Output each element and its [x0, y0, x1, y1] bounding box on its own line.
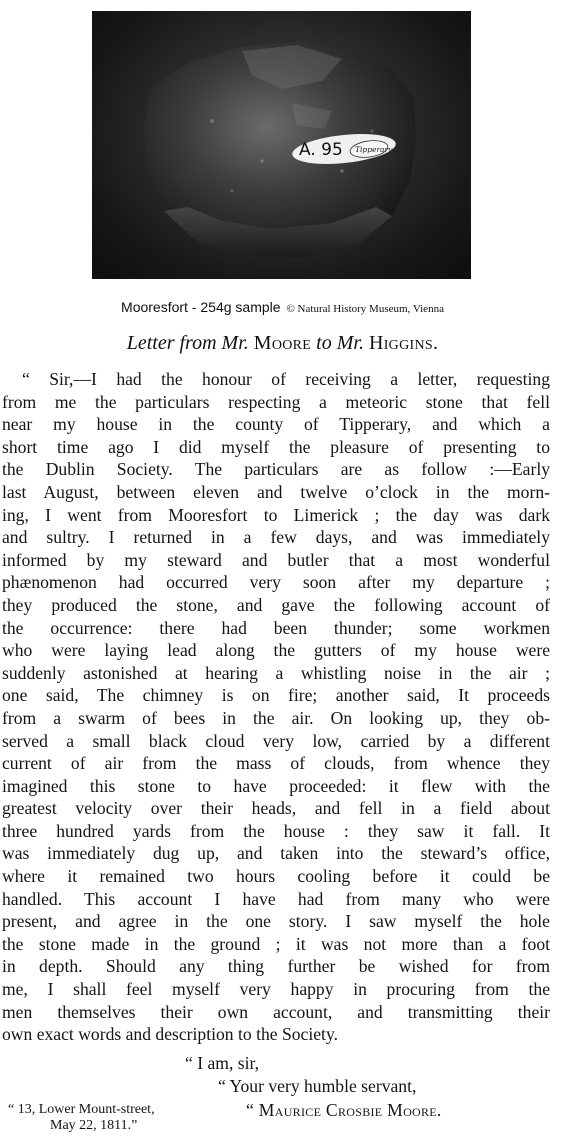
- title-name-higgins: Higgins.: [368, 332, 439, 354]
- title-name-moore: Moore: [253, 332, 312, 354]
- specimen-label-number: A. 95: [299, 140, 343, 160]
- body-line: short time ago I did myself the pleasure of presenting to: [2, 436, 550, 457]
- meteorite-photo: [92, 11, 471, 279]
- title-pre: Letter from Mr.: [126, 332, 249, 354]
- letter-title: [0, 332, 565, 355]
- body-line: imagined this stone to have proceeded: it flew with the: [2, 775, 550, 796]
- body-line: from me the particulars respecting a meteoric stone that fell: [2, 391, 550, 412]
- caption-credit: © Natural History Museum, Vienna: [286, 303, 444, 315]
- meteorite-stone-drawing: [92, 11, 471, 279]
- address-date: May 22, 1811.”: [50, 1118, 138, 1133]
- body-line: where it remained two hours cooling before it could be: [2, 866, 550, 887]
- body-line: ing, I went from Mooresfort to Limerick ; the day was dark: [2, 504, 550, 525]
- closing-servant: “ Your very humble servant,: [218, 1076, 417, 1096]
- body-line: served a small black cloud very low, carried by a different: [2, 730, 550, 751]
- body-line: me, I shall feel myself very happy in procuring from the: [2, 979, 550, 1000]
- body-line: three hundred yards from the house : they saw it fall. It: [2, 820, 550, 841]
- body-line: men themselves their own account, and transmitting their: [2, 1001, 550, 1022]
- body-line: informed by my steward and butler that a most wonderful: [2, 549, 550, 570]
- body-line: near my house in the county of Tipperary, and which a: [2, 414, 550, 435]
- body-line: “ Sir,—I had the honour of receiving a letter, requesting: [22, 369, 550, 389]
- body-line: greatest velocity over their heads, and fell in a field about: [2, 798, 550, 819]
- title-mid: to Mr.: [316, 332, 364, 354]
- body-line: they produced the stone, and gave the following account of: [2, 594, 550, 615]
- body-line: was immediately dug up, and taken into the steward’s office,: [2, 843, 550, 864]
- body-line: the occurrence: there had been thunder; some workmen: [2, 617, 550, 638]
- body-line: the Dublin Society. The particulars are as follow :—Early: [2, 459, 550, 480]
- letter-body: [2, 368, 550, 1046]
- body-line: phænomenon had occurred very soon after my departure ;: [2, 572, 550, 593]
- body-line: who were laying lead along the gutters of my house were: [2, 640, 550, 661]
- body-line: the stone made in the ground ; it was not more than a foot: [2, 933, 550, 954]
- closing-greeting: “ I am, sir,: [185, 1053, 260, 1073]
- body-line: present, and agree in the one story. I saw myself the hole: [2, 911, 550, 932]
- body-line: suddenly astonished at hearing a whistling noise in the air ;: [2, 662, 550, 683]
- body-line: last August, between eleven and twelve o’clock in the morn-: [2, 481, 550, 502]
- specimen-sticker-text: Tipperary: [355, 145, 393, 154]
- body-line: handled. This account I have had from many who were: [2, 888, 550, 909]
- body-line: from a swarm of bees in the air. On looking up, they ob-: [2, 707, 550, 728]
- body-line: in depth. Should any thing further be wished for from: [2, 956, 550, 977]
- body-line: one said, The chimney is on fire; another said, It proceeds: [2, 685, 550, 706]
- body-line: and sultry. I returned in a few days, and was immediately: [2, 527, 550, 548]
- caption-text: Mooresfort - 254g sample: [121, 299, 281, 315]
- body-line: own exact words and description to the Society.: [2, 1024, 338, 1045]
- signature-name: “ Maurice Crosbie Moore.: [246, 1100, 442, 1120]
- address-street: “ 13, Lower Mount-street,: [8, 1102, 155, 1117]
- body-line: current of air from the mass of clouds, from whence they: [2, 753, 550, 774]
- photo-caption: [0, 299, 565, 315]
